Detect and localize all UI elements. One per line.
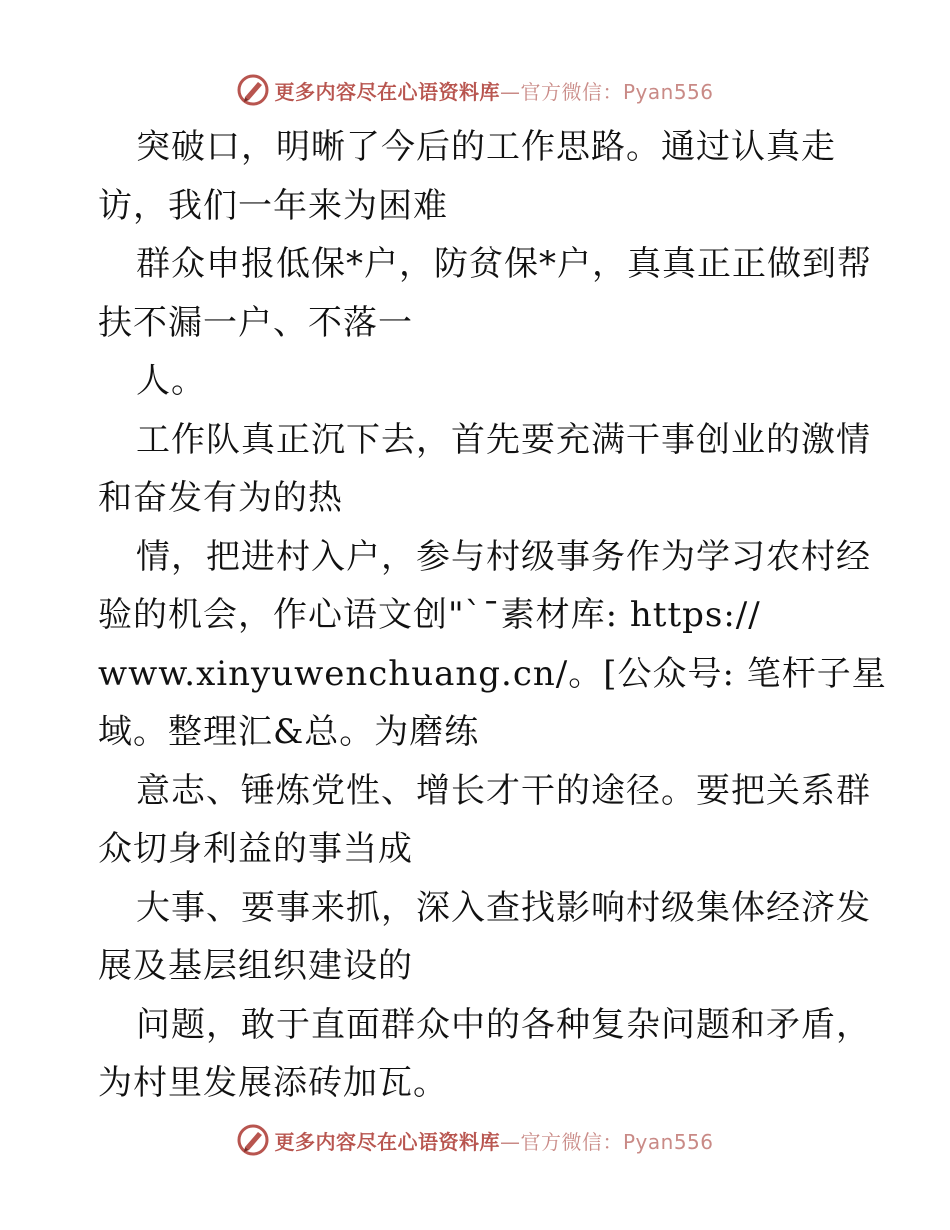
text-line: 问题，敢于直面群众中的各种复杂问题和矛盾， bbox=[136, 1004, 871, 1045]
text-line: www.xinyuwenchuang.cn/。[公众号: 笔杆子星 bbox=[98, 653, 887, 694]
text-line: 访，我们一年来为困难 bbox=[98, 185, 448, 226]
header-watermark-main: 更多内容尽在心语资料库 bbox=[274, 79, 500, 104]
footer-watermark-sub: 官方微信： bbox=[520, 1129, 623, 1154]
text-line: 域。整理汇&总。为磨练 bbox=[98, 712, 480, 752]
text-line: 人。 bbox=[136, 361, 206, 401]
footer-watermark-banner bbox=[0, 1120, 950, 1160]
text-line: 大事、要事来抓，深入查找影响村级集体经济发 bbox=[136, 887, 871, 928]
header-watermark-dash: — bbox=[499, 79, 521, 104]
text-line: 和奋发有为的热 bbox=[98, 478, 343, 518]
footer-watermark-dash: — bbox=[499, 1129, 521, 1154]
header-watermark-text bbox=[274, 76, 713, 105]
text-line: 突破口，明晰了今后的工作思路。通过认真走 bbox=[136, 127, 836, 167]
footer-watermark-text bbox=[274, 1126, 713, 1155]
text-line: 验的机会，作心语文创"`¯素材库: https:// bbox=[98, 595, 761, 635]
text-line: 众切身利益的事当成 bbox=[98, 829, 413, 869]
pen-logo-icon bbox=[236, 1123, 270, 1157]
text-line: 扶不漏一户、不落一 bbox=[98, 302, 413, 343]
text-line: 工作队真正沉下去，首先要充满干事创业的激情 bbox=[136, 419, 871, 460]
text-line: 为村里发展添砖加瓦。 bbox=[98, 1063, 448, 1103]
text-line: 情，把进村入户，参与村级事务作为学习农村经 bbox=[136, 536, 871, 577]
header-watermark-banner bbox=[0, 70, 950, 110]
footer-watermark-id: Pyan556 bbox=[622, 1129, 714, 1154]
footer-watermark-main: 更多内容尽在心语资料库 bbox=[274, 1129, 500, 1154]
header-watermark-id: Pyan556 bbox=[622, 79, 714, 104]
document-body bbox=[98, 118, 887, 1113]
text-line: 群众申报低保*户，防贫保*户，真真正正做到帮 bbox=[136, 244, 872, 284]
pen-logo-icon bbox=[236, 73, 270, 107]
header-watermark-sub: 官方微信： bbox=[520, 79, 623, 104]
text-line: 意志、锤炼党性、增长才干的途径。要把关系群 bbox=[136, 770, 871, 811]
text-line: 展及基层组织建设的 bbox=[98, 946, 413, 986]
